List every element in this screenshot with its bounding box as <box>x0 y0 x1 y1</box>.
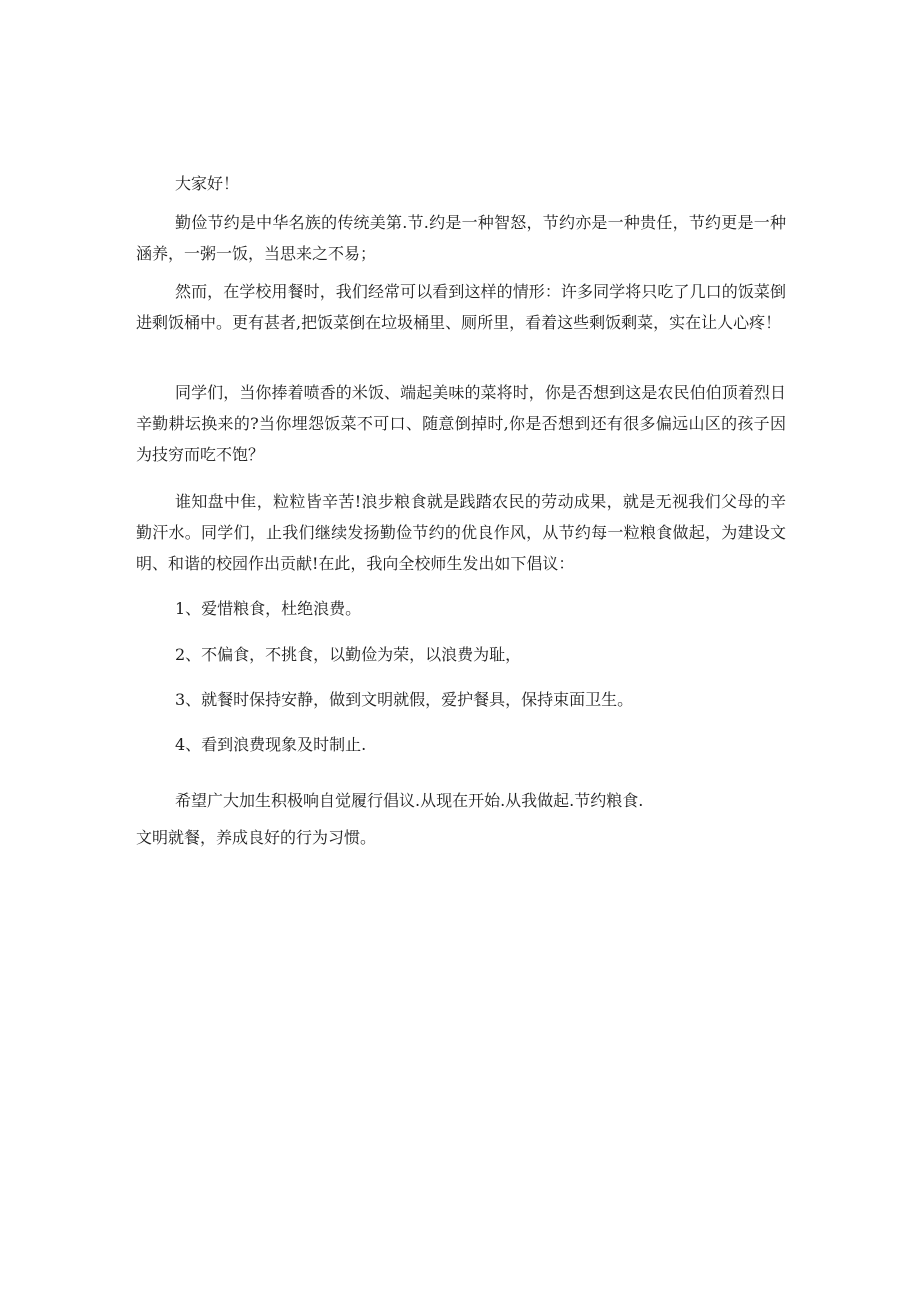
greeting-line: 大家好！ <box>175 174 240 193</box>
proposal-item-1: 1、爱惜粮食，杜绝浪费。 <box>175 599 362 618</box>
closing-line-1: 希望广大加生积极响自觉履行倡议.从现在开始.从我做起.节约粮食. <box>175 791 644 810</box>
proposal-item-4: 4、看到浪费现象及时制止. <box>175 735 367 754</box>
paragraph-thrift-tradition: 勤俭节约是中华名族的传统美第.节.约是一种智怒，节约亦是一种贵任，节约更是一种涵养，一粥一饭，当思来之不易； <box>136 213 786 263</box>
closing-line-2: 文明就餐，养成良好的行为习惯。 <box>136 828 377 847</box>
proposal-item-2: 2、不偏食，不挑食，以勤俭为荣，以浪费为耻， <box>175 645 522 664</box>
paragraph-cafeteria-waste: 然而，在学校用餐时，我们经常可以看到这样的情形：许多同学将只吃了几口的饭菜倒进剩饭桶中。更有甚者,把饭菜倒在垃圾桶里、厕所里，看着这些剩饭剩菜，实在让人心疼！ <box>136 282 786 332</box>
paragraph-farmers-effort: 同学们，当你捧着喷香的米饭、端起美味的菜将时，你是否想到这是农民伯伯顶着烈日辛勤耕坛换来的?当你埋怨饭菜不可口、随意倒掉时,你是否想到还有很多偏远山区的孩子因为技穷而吃不饱？ <box>136 383 786 464</box>
proposal-item-3: 3、就餐时保持安静，做到文明就假，爱护餐具，保持束面卫生。 <box>175 690 634 709</box>
paragraph-call-to-action: 谁知盘中隹，粒粒皆辛苦!浪步粮食就是践踏农民的劳动成果，就是无视我们父母的辛勤汗水。同学们，止我们继续发扬勤俭节约的优良作风，从节约每一粒粮食做起，为建设文明、和谐的校园作出贡献!在此，我向全校师生发出如下倡议： <box>136 492 786 573</box>
